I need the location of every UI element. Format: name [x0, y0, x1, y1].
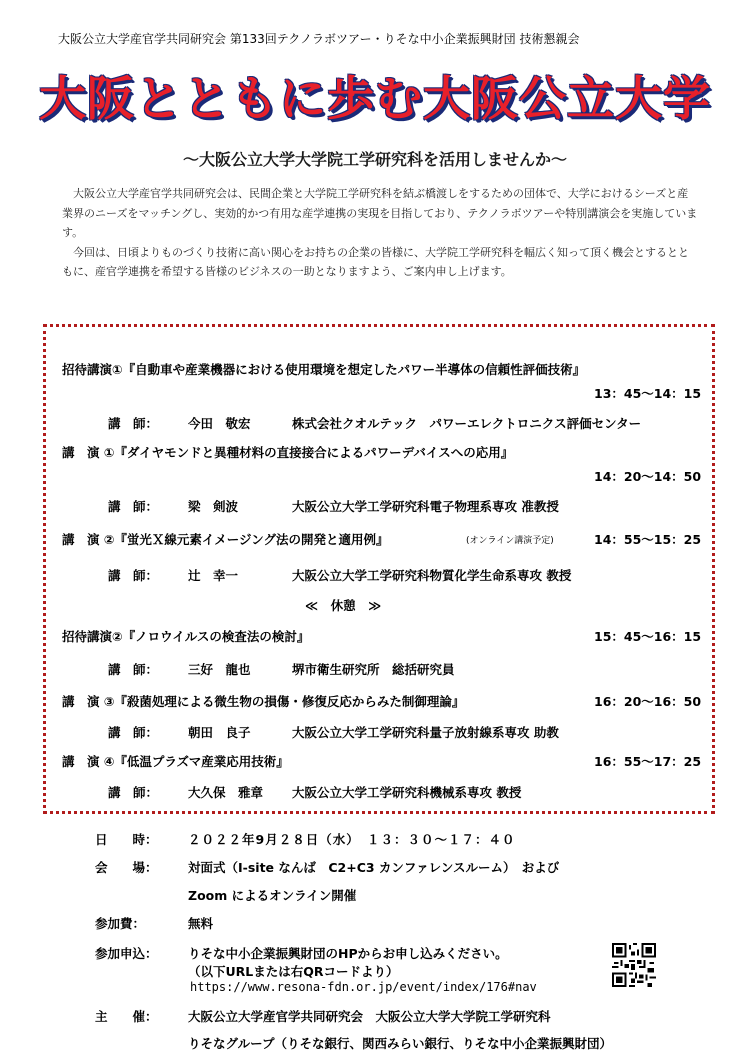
- lecture-1-speaker-label: 講 師：: [108, 416, 159, 431]
- lecture-2-speaker: 梁 剣波: [188, 499, 239, 514]
- lecture-4-speaker: 三好 龍也: [188, 662, 251, 677]
- lecture-4-speaker-label: 講 師：: [108, 662, 159, 677]
- main-title: 大阪とともに歩む大阪公立大学: [39, 72, 711, 127]
- lecture-6-speaker: 大久保 雅章: [188, 785, 264, 800]
- fee-label: 参加費：: [95, 916, 146, 931]
- lecture-6-speaker-label: 講 師：: [108, 785, 159, 800]
- intro-paragraph-1: 大阪公立大学産官学共同研究会は、民間企業と大学院工学研究科を結ぶ橋渡しをするための団体で、大学におけるシーズと産業界のニーズをマッチングし、実効的かつ有用な産学連携の実現を目指しており、テクノラボツアーや特別講演会を実施しています。: [62, 187, 698, 239]
- lecture-5-affiliation: 大阪公立大学工学研究科量子放射線系専攻 助教: [292, 725, 559, 740]
- lecture-3-affiliation: 大阪公立大学工学研究科物質化学生命系専攻 教授: [292, 568, 572, 583]
- lecture-2-time: 14：20〜14：50: [594, 469, 702, 484]
- lecture-5-speaker: 朝田 良子: [188, 725, 251, 740]
- lecture-6-title: 講 演 ④『低温プラズマ産業応用技術』: [62, 754, 289, 769]
- apply-line-1: りそな中小企業振興財団のHPからお申し込みください。: [188, 946, 508, 961]
- lecture-1-affiliation: 株式会社クオルテック パワーエレクトロニクス評価センター: [292, 416, 642, 431]
- date-label: 日 時：: [95, 832, 158, 847]
- intro-section: [62, 184, 698, 282]
- lecture-5-speaker-label: 講 師：: [108, 725, 159, 740]
- lecture-4-affiliation: 堺市衛生研究所 総括研究員: [292, 662, 455, 677]
- apply-line-2: （以下URLまたは右QRコードより）: [188, 964, 399, 979]
- venue-label: 会 場：: [95, 860, 158, 875]
- lecture-4-time: 15：45〜16：15: [594, 629, 702, 644]
- lecture-6-time: 16：55〜17：25: [594, 754, 702, 769]
- lecture-3-time: 14：55〜15：25: [594, 532, 702, 547]
- apply-label: 参加申込：: [95, 946, 158, 961]
- lecture-2-affiliation: 大阪公立大学工学研究科電子物理系専攻 准教授: [292, 499, 559, 514]
- subtitle: 〜大阪公立大学大学院工学研究科を活用しませんか〜: [182, 150, 567, 169]
- venue-line-2: Zoom によるオンライン開催: [188, 888, 357, 903]
- lecture-3-title: 講 演 ②『蛍光Ｘ線元素イメージング法の開発と適用例』: [62, 532, 389, 547]
- venue-line-1: 対面式（I-site なんば C2+C3 カンファレンスルーム） および: [188, 860, 560, 875]
- lecture-3-speaker-label: 講 師：: [108, 568, 159, 583]
- host-label: 主 催：: [95, 1009, 158, 1024]
- date-value: ２０２２年9月２８日（水） １３：３０〜１７：４０: [188, 832, 516, 847]
- lecture-2-speaker-label: 講 師：: [108, 499, 159, 514]
- lecture-1-time: 13：45〜14：15: [594, 386, 702, 401]
- intro-paragraph-2: 今回は、日頃よりものづくり技術に高い関心をお持ちの企業の皆様に、大学院工学研究科を幅広く知って頂く機会とするとともに、産官学連携を希望する皆様のビジネスの一助となりますよう、ご案内申し上げます。: [62, 245, 689, 278]
- fee-value: 無料: [188, 916, 214, 931]
- lecture-4-title: 招待講演②『ノロウイルスの検査法の検討』: [62, 629, 310, 644]
- header-line: 大阪公立大学産官学共同研究会 第133回テクノラボツアー・りそな中小企業振興財団 技術懇親会: [58, 32, 580, 46]
- lecture-5-title: 講 演 ③『殺菌処理による微生物の損傷・修復反応からみた制御理論』: [62, 694, 465, 709]
- lecture-3-speaker: 辻 幸一: [188, 568, 239, 583]
- lecture-5-time: 16：20〜16：50: [594, 694, 702, 709]
- lecture-6-affiliation: 大阪公立大学工学研究科機械系専攻 教授: [292, 785, 522, 800]
- lecture-2-title: 講 演 ①『ダイヤモンドと異種材料の直接接合によるパワーデバイスへの応用』: [62, 445, 514, 460]
- break-label: ≪ 休憩 ≫: [305, 598, 382, 613]
- qr-code[interactable]: [612, 943, 656, 987]
- lecture-3-note: (オンライン講演予定): [466, 536, 554, 546]
- host-line-2: りそなグループ（りそな銀行、関西みらい銀行、りそな中小企業振興財団）: [188, 1036, 613, 1051]
- apply-url-link[interactable]: https://www.resona-fdn.or.jp/event/index/176#nav: [190, 980, 537, 994]
- lecture-1-title: 招待講演①『自動車や産業機器における使用環境を想定したパワー半導体の信頼性評価技術』: [62, 362, 586, 377]
- host-line-1: 大阪公立大学産官学共同研究会 大阪公立大学大学院工学研究科: [188, 1009, 551, 1024]
- lecture-1-speaker: 今田 敬宏: [188, 416, 251, 431]
